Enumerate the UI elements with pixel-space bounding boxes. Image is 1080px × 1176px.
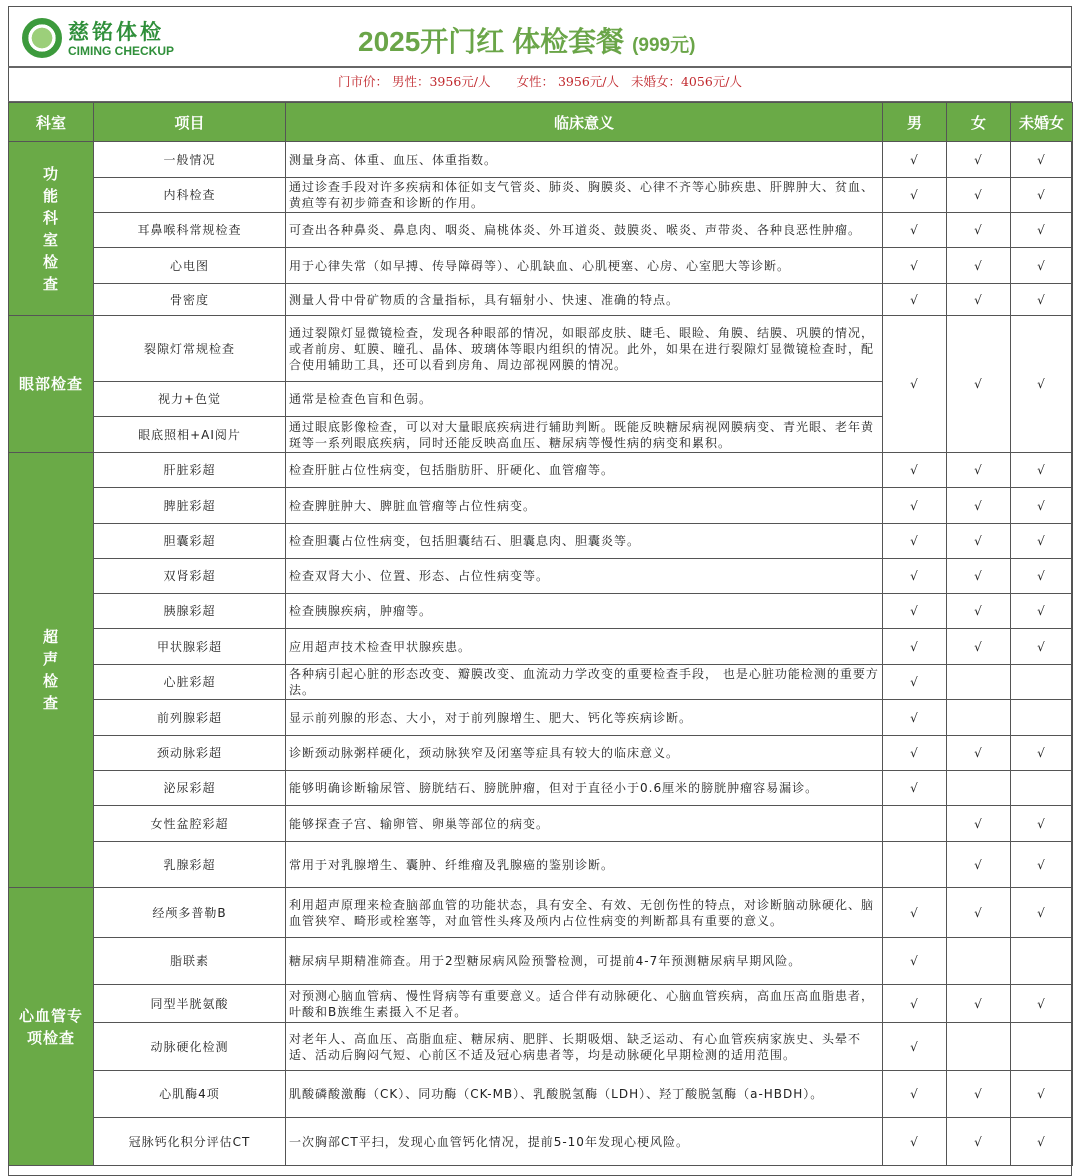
male-check-cell	[883, 316, 947, 453]
unmarried-check-cell	[1011, 248, 1073, 284]
unmarried-check-cell	[1011, 629, 1073, 665]
check-icon: √	[1037, 746, 1046, 760]
col-meaning: 临床意义	[286, 103, 883, 142]
price-male: 男性：3956元/人	[391, 74, 491, 89]
male-check-cell	[883, 524, 947, 559]
check-icon: √	[1037, 463, 1046, 477]
clinical-meaning: 各种病引起心脏的形态改变、瓣膜改变、血流动力学改变的重要检查手段， 也是心脏功能检测的重要方法。	[286, 665, 883, 700]
check-icon: √	[910, 996, 919, 1011]
item-name: 眼底照相+AI阅片	[94, 417, 286, 453]
check-icon: √	[1037, 258, 1046, 273]
male-check-cell	[883, 178, 947, 213]
table-row	[9, 629, 1073, 665]
clinical-meaning: 检查胆囊占位性病变，包括胆囊结石、胆囊息肉、胆囊炎等。	[286, 524, 883, 559]
table-row	[9, 1023, 1073, 1071]
price-female: 女性： 3956元/人	[516, 74, 619, 89]
check-icon: √	[910, 152, 919, 167]
clinical-meaning: 通过眼底影像检查，可以对大量眼底疾病进行辅助判断。既能反映糖尿病视网膜病变、青光眼、老年黄斑等一系列眼底疾病，同时还能反映高血压、糖尿病等慢性病的病变和累积。	[286, 417, 883, 453]
male-check-cell	[883, 736, 947, 771]
check-icon: √	[910, 905, 919, 920]
check-icon: √	[910, 1039, 919, 1054]
unmarried-check-cell	[1011, 985, 1073, 1023]
unmarried-check-cell	[1011, 938, 1073, 985]
female-check-cell	[947, 559, 1011, 594]
female-check-cell	[947, 453, 1011, 488]
check-icon: √	[1037, 498, 1046, 513]
clinical-meaning: 诊断颈动脉粥样硬化，颈动脉狭窄及闭塞等症具有较大的临床意义。	[286, 736, 883, 771]
item-name: 一般情况	[94, 142, 286, 178]
unmarried-check-cell	[1011, 1023, 1073, 1071]
table-row	[9, 806, 1073, 842]
item-name: 脾脏彩超	[94, 488, 286, 524]
item-name: 女性盆腔彩超	[94, 806, 286, 842]
table-row	[9, 178, 1073, 213]
male-check-cell	[883, 888, 947, 938]
table-row	[9, 316, 1073, 382]
department-cell: 超声检查	[9, 453, 94, 888]
clinical-meaning: 可查出各种鼻炎、鼻息肉、咽炎、扁桃体炎、外耳道炎、鼓膜炎、喉炎、声带炎、各种良恶性肿瘤。	[286, 213, 883, 248]
item-name: 骨密度	[94, 284, 286, 316]
col-female: 女	[947, 103, 1011, 142]
item-name: 胆囊彩超	[94, 524, 286, 559]
female-check-cell	[947, 736, 1011, 771]
clinical-meaning: 检查肝脏占位性病变，包括脂肪肝、肝硬化、血管瘤等。	[286, 453, 883, 488]
price-unmarried: 未婚女：4056元/人	[630, 74, 743, 89]
table-row	[9, 1118, 1073, 1166]
female-check-cell	[947, 665, 1011, 700]
col-male: 男	[883, 103, 947, 142]
check-icon: √	[910, 188, 919, 202]
male-check-cell	[883, 594, 947, 629]
check-icon: √	[974, 292, 983, 307]
female-check-cell	[947, 488, 1011, 524]
package-price: (999元)	[632, 35, 696, 56]
table-row	[9, 559, 1073, 594]
clinical-meaning: 通常是检查色盲和色弱。	[286, 382, 883, 417]
female-check-cell	[947, 316, 1011, 453]
check-icon: √	[974, 223, 983, 237]
check-icon: √	[974, 746, 983, 760]
item-name: 内科检查	[94, 178, 286, 213]
unmarried-check-cell	[1011, 806, 1073, 842]
check-icon: √	[974, 905, 983, 920]
check-icon: √	[1037, 292, 1046, 307]
unmarried-check-cell	[1011, 178, 1073, 213]
check-icon: √	[974, 258, 983, 273]
male-check-cell	[883, 248, 947, 284]
male-check-cell	[883, 142, 947, 178]
clinical-meaning: 肌酸磷酸激酶（CK）、同功酶（CK-MB）、乳酸脱氢酶（LDH）、羟丁酸脱氢酶（a-HBDH）。	[286, 1071, 883, 1118]
table-row	[9, 142, 1073, 178]
unmarried-check-cell	[1011, 284, 1073, 316]
brand-name-cn: 慈铭体检	[68, 19, 164, 44]
table-row	[9, 771, 1073, 806]
female-check-cell	[947, 524, 1011, 559]
check-icon: √	[1037, 604, 1046, 618]
item-name: 冠脉钙化积分评估CT	[94, 1118, 286, 1166]
male-check-cell	[883, 453, 947, 488]
table-row	[9, 594, 1073, 629]
item-name: 乳腺彩超	[94, 842, 286, 888]
unmarried-check-cell	[1011, 700, 1073, 736]
check-icon: √	[974, 188, 983, 202]
unmarried-check-cell	[1011, 1071, 1073, 1118]
table-row	[9, 488, 1073, 524]
col-unmarried: 未婚女	[1011, 103, 1073, 142]
check-icon: √	[910, 604, 919, 618]
check-icon: √	[1037, 223, 1046, 237]
check-icon: √	[1037, 857, 1046, 872]
col-dept: 科室	[9, 103, 94, 142]
clinical-meaning: 通过裂隙灯显微镜检查，发现各种眼部的情况，如眼部皮肤、睫毛、眼睑、角膜、结膜、巩膜的情况，或者前房、虹膜、瞳孔、晶体、玻璃体等眼内组织的情况。此外，如果在进行裂隙灯显微镜检查时，配合使用辅助工具，还可以看到房角、周边部视网膜的情况。	[286, 316, 883, 382]
male-check-cell	[883, 629, 947, 665]
check-icon: √	[974, 534, 983, 548]
male-check-cell	[883, 700, 947, 736]
check-icon: √	[1037, 377, 1046, 391]
check-icon: √	[910, 675, 919, 689]
female-check-cell	[947, 213, 1011, 248]
market-price-label: 门市价：	[337, 74, 388, 89]
check-icon: √	[974, 639, 983, 654]
female-check-cell	[947, 938, 1011, 985]
check-icon: √	[910, 954, 919, 968]
female-check-cell	[947, 594, 1011, 629]
unmarried-check-cell	[1011, 453, 1073, 488]
check-icon: √	[1037, 996, 1046, 1011]
check-icon: √	[1037, 569, 1046, 583]
check-icon: √	[910, 1134, 919, 1149]
clinical-meaning: 常用于对乳腺增生、囊肿、纤维瘤及乳腺癌的鉴别诊断。	[286, 842, 883, 888]
header	[8, 6, 1072, 68]
item-name: 双肾彩超	[94, 559, 286, 594]
female-check-cell	[947, 142, 1011, 178]
male-check-cell	[883, 284, 947, 316]
department-cell: 心血管专项检查	[9, 888, 94, 1166]
female-check-cell	[947, 806, 1011, 842]
item-name: 颈动脉彩超	[94, 736, 286, 771]
table-header	[9, 103, 1073, 142]
item-name: 裂隙灯常规检查	[94, 316, 286, 382]
unmarried-check-cell	[1011, 1118, 1073, 1166]
unmarried-check-cell	[1011, 488, 1073, 524]
male-check-cell	[883, 985, 947, 1023]
check-icon: √	[974, 498, 983, 513]
check-icon: √	[1037, 152, 1046, 167]
check-icon: √	[910, 639, 919, 654]
check-icon: √	[910, 781, 919, 795]
check-icon: √	[974, 377, 983, 391]
logo-icon	[22, 18, 62, 58]
check-icon: √	[1037, 1134, 1046, 1149]
check-icon: √	[1037, 639, 1046, 654]
unmarried-check-cell	[1011, 736, 1073, 771]
check-icon: √	[910, 710, 919, 725]
check-icon: √	[910, 746, 919, 760]
female-check-cell	[947, 842, 1011, 888]
clinical-meaning: 通过诊查手段对许多疾病和体征如支气管炎、肺炎、胸膜炎、心律不齐等心肺疾患、肝脾肿大、贫血、黄疸等有初步筛查和诊断的作用。	[286, 178, 883, 213]
check-icon: √	[974, 996, 983, 1011]
female-check-cell	[947, 888, 1011, 938]
clinical-meaning: 能够探查子宫、输卵管、卵巢等部位的病变。	[286, 806, 883, 842]
item-name: 经颅多普勒B	[94, 888, 286, 938]
male-check-cell	[883, 559, 947, 594]
male-check-cell	[883, 1071, 947, 1118]
brand-name-en: CIMING CHECKUP	[68, 44, 175, 58]
check-icon: √	[1037, 816, 1046, 831]
male-check-cell	[883, 488, 947, 524]
male-check-cell	[883, 665, 947, 700]
title-text: 2025开门红 体检套餐	[358, 26, 625, 57]
unmarried-check-cell	[1011, 524, 1073, 559]
unmarried-check-cell	[1011, 665, 1073, 700]
female-check-cell	[947, 284, 1011, 316]
table-row	[9, 453, 1073, 488]
check-icon: √	[910, 498, 919, 513]
table-row	[9, 524, 1073, 559]
table-row	[9, 700, 1073, 736]
male-check-cell	[883, 213, 947, 248]
table-row	[9, 248, 1073, 284]
col-item: 项目	[94, 103, 286, 142]
male-check-cell	[883, 1118, 947, 1166]
male-check-cell	[883, 938, 947, 985]
unmarried-check-cell	[1011, 213, 1073, 248]
female-check-cell	[947, 1023, 1011, 1071]
clinical-meaning: 对预测心脑血管病、慢性肾病等有重要意义。适合伴有动脉硬化、心脑血管疾病，高血压高血脂患者，叶酸和B族维生素摄入不足者。	[286, 985, 883, 1023]
check-icon: √	[974, 152, 983, 167]
check-icon: √	[1037, 188, 1046, 202]
check-icon: √	[1037, 905, 1046, 920]
market-price	[8, 68, 1072, 102]
table-row	[9, 213, 1073, 248]
check-icon: √	[910, 292, 919, 307]
check-icon: √	[974, 857, 983, 872]
item-name: 肝脏彩超	[94, 453, 286, 488]
female-check-cell	[947, 771, 1011, 806]
male-check-cell	[883, 1023, 947, 1071]
item-name: 动脉硬化检测	[94, 1023, 286, 1071]
male-check-cell	[883, 771, 947, 806]
male-check-cell	[883, 806, 947, 842]
item-name: 脂联素	[94, 938, 286, 985]
check-icon: √	[974, 569, 983, 583]
unmarried-check-cell	[1011, 842, 1073, 888]
table-row	[9, 938, 1073, 985]
unmarried-check-cell	[1011, 888, 1073, 938]
item-name: 心肌酶4项	[94, 1071, 286, 1118]
clinical-meaning: 检查脾脏肿大、脾脏血管瘤等占位性病变。	[286, 488, 883, 524]
item-name: 耳鼻喉科常规检查	[94, 213, 286, 248]
department-cell: 眼部检查	[9, 316, 94, 453]
clinical-meaning: 检查胰腺疾病，肿瘤等。	[286, 594, 883, 629]
table-row	[9, 284, 1073, 316]
check-icon: √	[910, 377, 919, 391]
clinical-meaning: 对老年人、高血压、高脂血症、糖尿病、肥胖、长期吸烟、缺乏运动、有心血管疾病家族史、头晕不适、活动后胸闷气短、心前区不适及冠心病患者等，均是动脉硬化早期检测的适用范围。	[286, 1023, 883, 1071]
item-name: 同型半胱氨酸	[94, 985, 286, 1023]
table-row	[9, 736, 1073, 771]
clinical-meaning: 检查双肾大小、位置、形态、占位性病变等。	[286, 559, 883, 594]
male-check-cell	[883, 842, 947, 888]
item-name: 视力+色觉	[94, 382, 286, 417]
table-row	[9, 888, 1073, 938]
clinical-meaning: 显示前列腺的形态、大小，对于前列腺增生、肥大、钙化等疾病诊断。	[286, 700, 883, 736]
package-table	[8, 102, 1073, 1166]
female-check-cell	[947, 700, 1011, 736]
check-icon: √	[910, 223, 919, 237]
female-check-cell	[947, 248, 1011, 284]
check-icon: √	[910, 569, 919, 583]
table-row	[9, 842, 1073, 888]
clinical-meaning: 用于心律失常（如早搏、传导障碍等）、心肌缺血、心肌梗塞、心房、心室肥大等诊断。	[286, 248, 883, 284]
item-name: 泌尿彩超	[94, 771, 286, 806]
check-icon: √	[974, 604, 983, 618]
clinical-meaning: 测量身高、体重、血压、体重指数。	[286, 142, 883, 178]
check-icon: √	[1037, 534, 1046, 548]
unmarried-check-cell	[1011, 594, 1073, 629]
clinical-meaning: 测量人骨中骨矿物质的含量指标，具有辐射小、快速、准确的特点。	[286, 284, 883, 316]
clinical-meaning: 糖尿病早期精准筛查。用于2型糖尿病风险预警检测，可提前4-7年预测糖尿病早期风险。	[286, 938, 883, 985]
clinical-meaning: 利用超声原理来检查脑部血管的功能状态，具有安全、有效、无创伤性的特点，对诊断脑动脉硬化、脑血管狭窄、畸形或栓塞等，对血管性头疼及颅内占位性病变的判断都具有重要的意义。	[286, 888, 883, 938]
check-icon: √	[910, 1087, 919, 1101]
item-name: 甲状腺彩超	[94, 629, 286, 665]
clinical-meaning: 应用超声技术检查甲状腺疾患。	[286, 629, 883, 665]
department-cell: 功能科室检查	[9, 142, 94, 316]
female-check-cell	[947, 1071, 1011, 1118]
check-icon: √	[974, 1087, 983, 1101]
item-name: 胰腺彩超	[94, 594, 286, 629]
check-icon: √	[974, 816, 983, 831]
female-check-cell	[947, 629, 1011, 665]
check-icon: √	[910, 463, 919, 477]
unmarried-check-cell	[1011, 559, 1073, 594]
item-name: 前列腺彩超	[94, 700, 286, 736]
check-icon: √	[1037, 1087, 1046, 1101]
unmarried-check-cell	[1011, 316, 1073, 453]
check-icon: √	[974, 463, 983, 477]
check-icon: √	[910, 534, 919, 548]
table-row	[9, 985, 1073, 1023]
page-title	[358, 20, 695, 60]
unmarried-check-cell	[1011, 771, 1073, 806]
check-icon: √	[910, 258, 919, 273]
check-icon: √	[974, 1134, 983, 1149]
female-check-cell	[947, 178, 1011, 213]
clinical-meaning: 一次胸部CT平扫，发现心血管钙化情况，提前5-10年发现心梗风险。	[286, 1118, 883, 1166]
table-row	[9, 1071, 1073, 1118]
item-name: 心脏彩超	[94, 665, 286, 700]
female-check-cell	[947, 1118, 1011, 1166]
unmarried-check-cell	[1011, 142, 1073, 178]
table-row	[9, 665, 1073, 700]
item-name: 心电图	[94, 248, 286, 284]
clinical-meaning: 能够明确诊断输尿管、膀胱结石、膀胱肿瘤，但对于直径小于0.6厘米的膀胱肿瘤容易漏诊。	[286, 771, 883, 806]
female-check-cell	[947, 985, 1011, 1023]
